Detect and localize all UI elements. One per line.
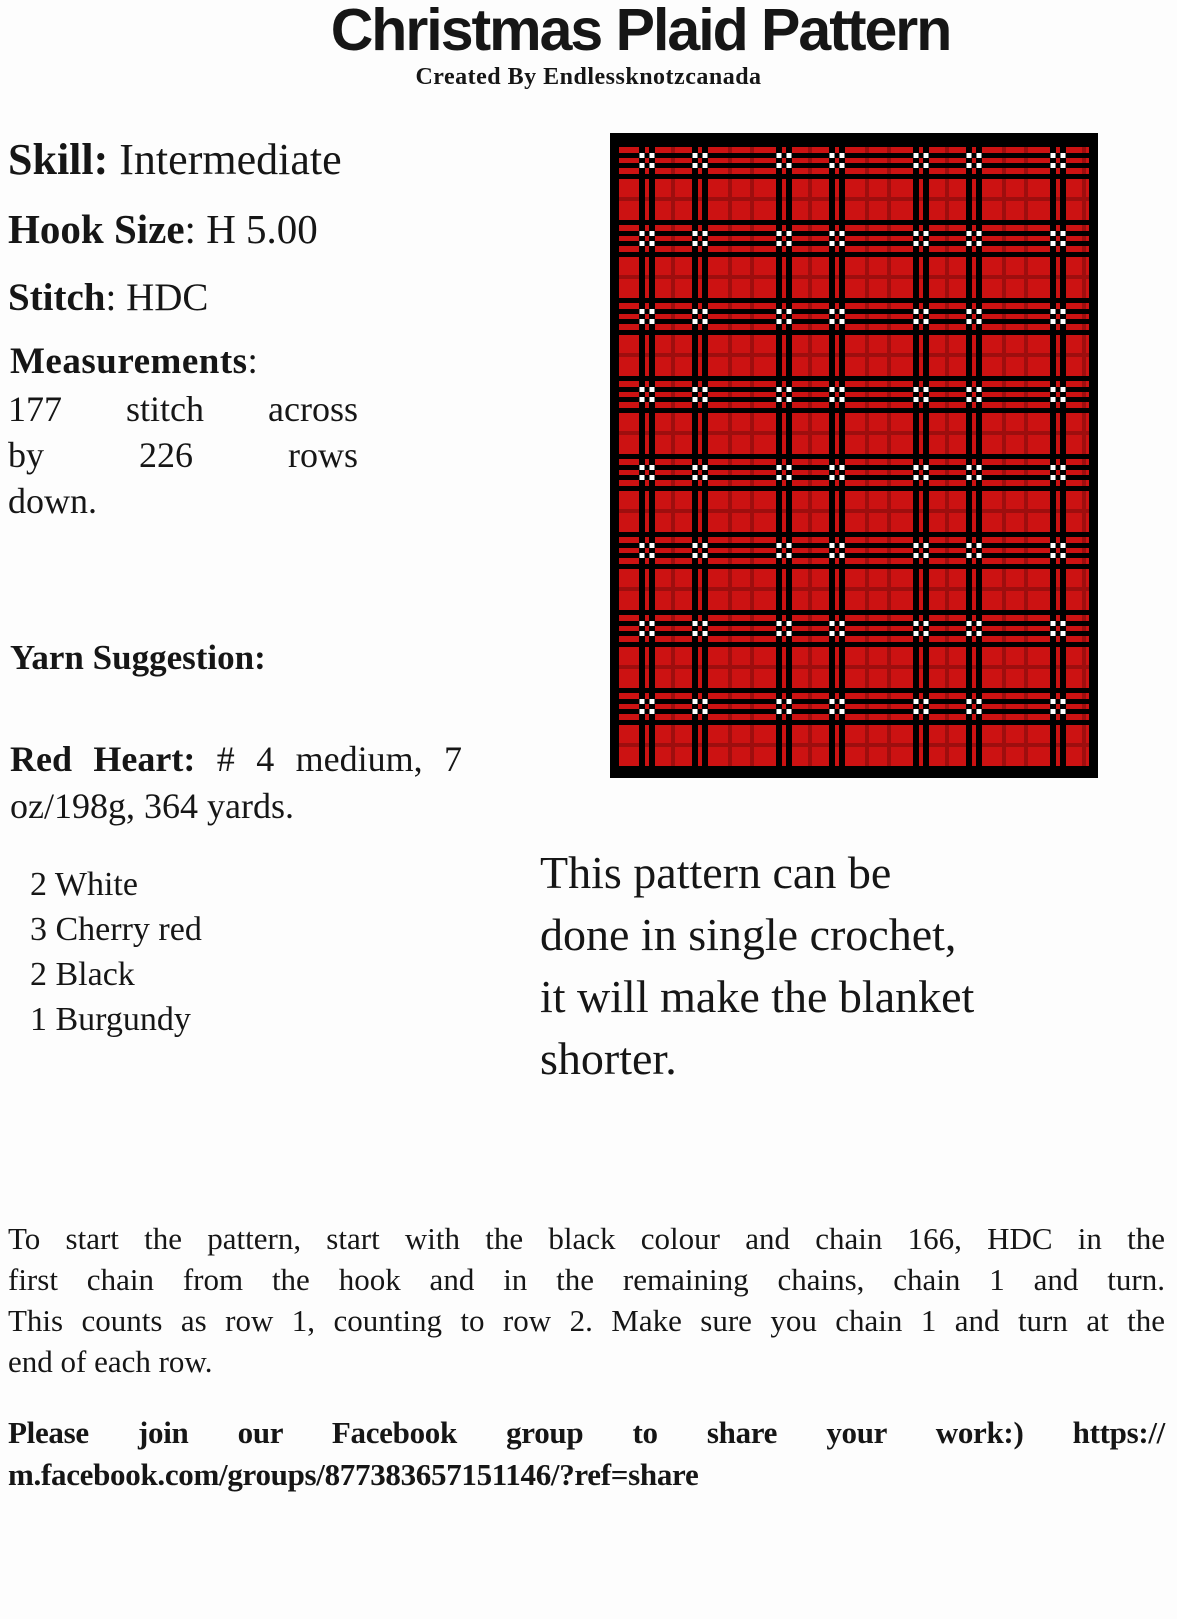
hook-size-value: : H 5.00 (184, 206, 318, 252)
measurements-colon: : (247, 341, 259, 382)
facebook-invite-line: Please join our Facebook group to share your work:) https:// (8, 1415, 1165, 1450)
measurements-line: 177 stitch across (8, 389, 358, 429)
skein-item: 2 White (30, 866, 138, 903)
spec-skill (8, 134, 342, 185)
yarn-brand-details (10, 736, 462, 830)
instructions-line: To start the pattern, start with the black colour and chain 166, HDC in the (8, 1221, 1165, 1256)
instructions-line: This counts as row 1, counting to row 2. Make sure you chain 1 and turn at the (8, 1303, 1165, 1338)
stitch-value: : HDC (105, 276, 209, 319)
skill-label: Skill: (8, 135, 109, 184)
skein-item: 2 Black (30, 956, 135, 993)
spec-stitch (8, 275, 208, 320)
yarn-suggestion-heading: Yarn Suggestion: (10, 638, 266, 677)
skein-item: 1 Burgundy (30, 1001, 191, 1038)
skill-value: Intermediate (108, 135, 342, 184)
note-line: done in single crochet, (540, 909, 957, 960)
instructions-paragraph (8, 1218, 1165, 1382)
facebook-url-link[interactable]: m.facebook.com/groups/877383657151146/?ref=share (8, 1457, 699, 1492)
facebook-invite (8, 1412, 1165, 1496)
skein-item: 3 Cherry red (30, 911, 202, 948)
stitch-label: Stitch (8, 276, 106, 319)
instructions-line: first chain from the hook and in the remaining chains, chain 1 and turn. (8, 1262, 1165, 1297)
single-crochet-note (540, 842, 1120, 1090)
measurements-label: Measurements (10, 341, 248, 382)
note-line: This pattern can be (540, 847, 892, 898)
note-line: shorter. (540, 1033, 677, 1084)
byline: Created By Endlessknotzcanada (415, 64, 762, 90)
red-heart-label: Red Heart: (10, 739, 196, 779)
instructions-line: end of each row. (8, 1344, 213, 1379)
measurements-line: down. (8, 481, 97, 521)
measurements-text (8, 386, 358, 524)
spec-hook-size (8, 205, 318, 253)
measurements-heading (10, 340, 258, 383)
measurements-line: by 226 rows (8, 435, 358, 475)
red-heart-details: # 4 medium, 7 oz/198g, 364 yards. (10, 739, 463, 826)
note-line: it will make the blanket (540, 971, 975, 1022)
hook-size-label: Hook Size (8, 206, 185, 252)
skein-list (30, 862, 202, 1042)
page-title: Christmas Plaid Pattern (330, 0, 951, 63)
plaid-swatch-image (610, 133, 1098, 778)
